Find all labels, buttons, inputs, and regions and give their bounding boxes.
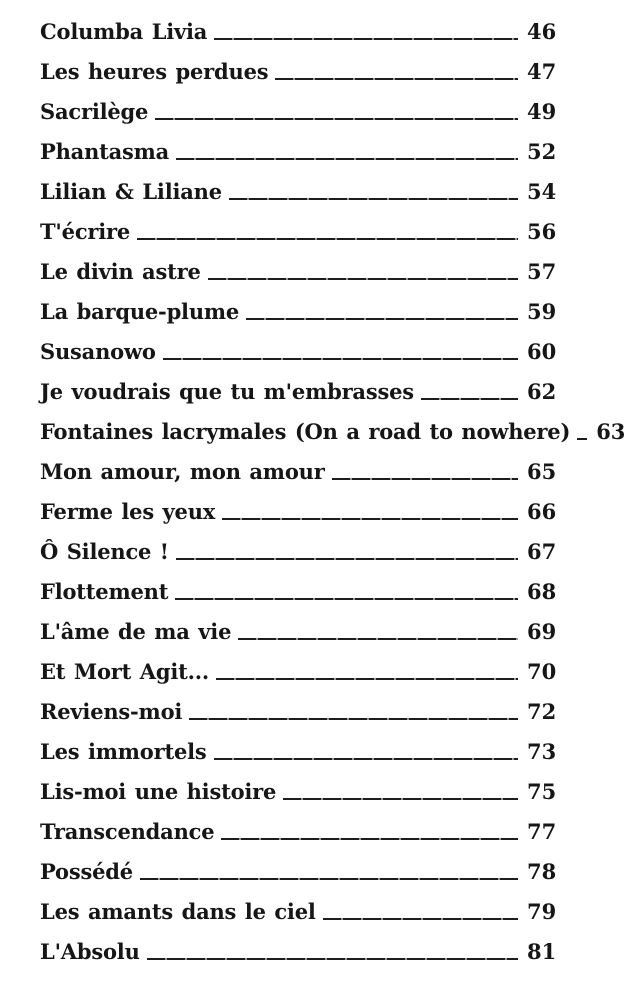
- toc-entry: [40, 562, 555, 602]
- toc-entry-page-number: 59: [527, 299, 557, 324]
- toc-entry: [40, 522, 555, 562]
- toc-entry: [40, 762, 555, 802]
- toc-leader-line: [214, 38, 518, 40]
- toc-leader-line: [175, 598, 518, 600]
- toc-entry-title: Columba Livia: [40, 19, 208, 44]
- toc-entry-title: Mon amour, mon amour: [40, 459, 325, 484]
- toc-leader-line: [421, 398, 518, 400]
- toc-entry-page-number: 67: [527, 539, 557, 564]
- toc-entry-page-number: 49: [527, 99, 557, 124]
- toc-entry-page-number: 79: [527, 899, 557, 924]
- toc-leader-line: [216, 678, 518, 680]
- toc-entry-page-number: 63: [596, 419, 625, 444]
- toc-entry-title: Transcendance: [40, 819, 215, 844]
- toc-entry-title: Et Mort Agit...: [40, 659, 209, 684]
- toc-entry-title: Reviens-moi: [40, 699, 183, 724]
- toc-entry-page-number: 78: [527, 859, 557, 884]
- toc-entry: [40, 322, 555, 362]
- toc-leader-line: [221, 838, 518, 840]
- toc-leader-line: [214, 758, 518, 760]
- toc-entry: [40, 642, 555, 682]
- toc-entry-page-number: 69: [527, 619, 557, 644]
- toc-entry-page-number: 66: [527, 499, 557, 524]
- toc-entry: [40, 2, 555, 42]
- toc-entry: [40, 202, 555, 242]
- toc-entry-page-number: 65: [527, 459, 557, 484]
- toc-entry-page-number: 52: [527, 139, 557, 164]
- toc-entry: [40, 802, 555, 842]
- toc-entry-page-number: 57: [527, 259, 557, 284]
- toc-entry-title: Les immortels: [40, 739, 207, 764]
- toc-entry-title: L'Absolu: [40, 939, 140, 964]
- toc-entry: [40, 242, 555, 282]
- toc-entry-page-number: 47: [527, 59, 557, 84]
- toc-entry-page-number: 72: [527, 699, 557, 724]
- toc-leader-line: [246, 318, 518, 320]
- toc-leader-line: [577, 438, 587, 440]
- toc-entry: [40, 82, 555, 122]
- toc-entry-title: L'âme de ma vie: [40, 619, 232, 644]
- toc-entry-title: Je voudrais que tu m'embrasses: [40, 379, 414, 404]
- toc-entry-title: Susanowo: [40, 339, 156, 364]
- toc-entry: [40, 122, 555, 162]
- toc-entry-page-number: 77: [527, 819, 557, 844]
- toc-entry-title: La barque-plume: [40, 299, 240, 324]
- toc-entry: [40, 922, 555, 962]
- toc-entry-page-number: 73: [527, 739, 557, 764]
- toc-entry-page-number: 81: [527, 939, 557, 964]
- toc-leader-line: [283, 798, 518, 800]
- toc-entry-title: Flottement: [40, 579, 169, 604]
- toc-entry-title: Ô Silence !: [40, 539, 169, 564]
- toc-entry-page-number: 62: [527, 379, 557, 404]
- toc-entry: [40, 42, 555, 82]
- toc-entry: [40, 162, 555, 202]
- toc-entry-page-number: 68: [527, 579, 557, 604]
- toc-leader-line: [155, 118, 518, 120]
- toc-leader-line: [176, 558, 518, 560]
- toc-leader-line: [140, 878, 518, 880]
- toc-entry: [40, 482, 555, 522]
- toc-entry: [40, 282, 555, 322]
- toc-entry-title: T'écrire: [40, 219, 131, 244]
- toc-entry-page-number: 70: [527, 659, 557, 684]
- toc-entry-page-number: 46: [527, 19, 557, 44]
- toc-entry-page-number: 60: [527, 339, 557, 364]
- toc-entry: [40, 402, 625, 444]
- toc-leader-line: [147, 958, 518, 960]
- toc-entry: [40, 842, 555, 882]
- toc-entry-page-number: 56: [527, 219, 557, 244]
- toc-entry: [40, 882, 555, 922]
- toc-leader-line: [163, 358, 518, 360]
- toc-entry: [40, 722, 555, 762]
- toc-leader-line: [332, 478, 518, 480]
- toc-entry: [40, 442, 555, 482]
- toc-entry-page-number: 75: [527, 779, 557, 804]
- toc-entry-title: Lis-moi une histoire: [40, 779, 277, 804]
- toc-entry-title: Les amants dans le ciel: [40, 899, 316, 924]
- toc-leader-line: [238, 638, 518, 640]
- toc-entry-title: Fontaines lacrymales (On a road to nowhere): [40, 419, 571, 444]
- toc-leader-line: [189, 718, 518, 720]
- toc-leader-line: [208, 278, 518, 280]
- toc-entry-title: Ferme les yeux: [40, 499, 216, 524]
- toc-list: [40, 2, 625, 964]
- toc-entry: [40, 682, 555, 722]
- toc-entry-title: Possédé: [40, 859, 133, 884]
- toc-leader-line: [275, 78, 518, 80]
- toc-leader-line: [222, 518, 518, 520]
- toc-entry-title: Les heures perdues: [40, 59, 269, 84]
- toc-entry-title: Le divin astre: [40, 259, 201, 284]
- toc-leader-line: [137, 238, 518, 240]
- toc-entry: [40, 602, 555, 642]
- toc-entry-title: Phantasma: [40, 139, 170, 164]
- toc-leader-line: [323, 918, 518, 920]
- toc-entry-page-number: 54: [527, 179, 557, 204]
- toc-entry-title: Sacrilège: [40, 99, 149, 124]
- toc-leader-line: [229, 198, 518, 200]
- toc-leader-line: [176, 158, 518, 160]
- toc-entry-title: Lilian & Liliane: [40, 179, 222, 204]
- toc-entry: [40, 362, 555, 402]
